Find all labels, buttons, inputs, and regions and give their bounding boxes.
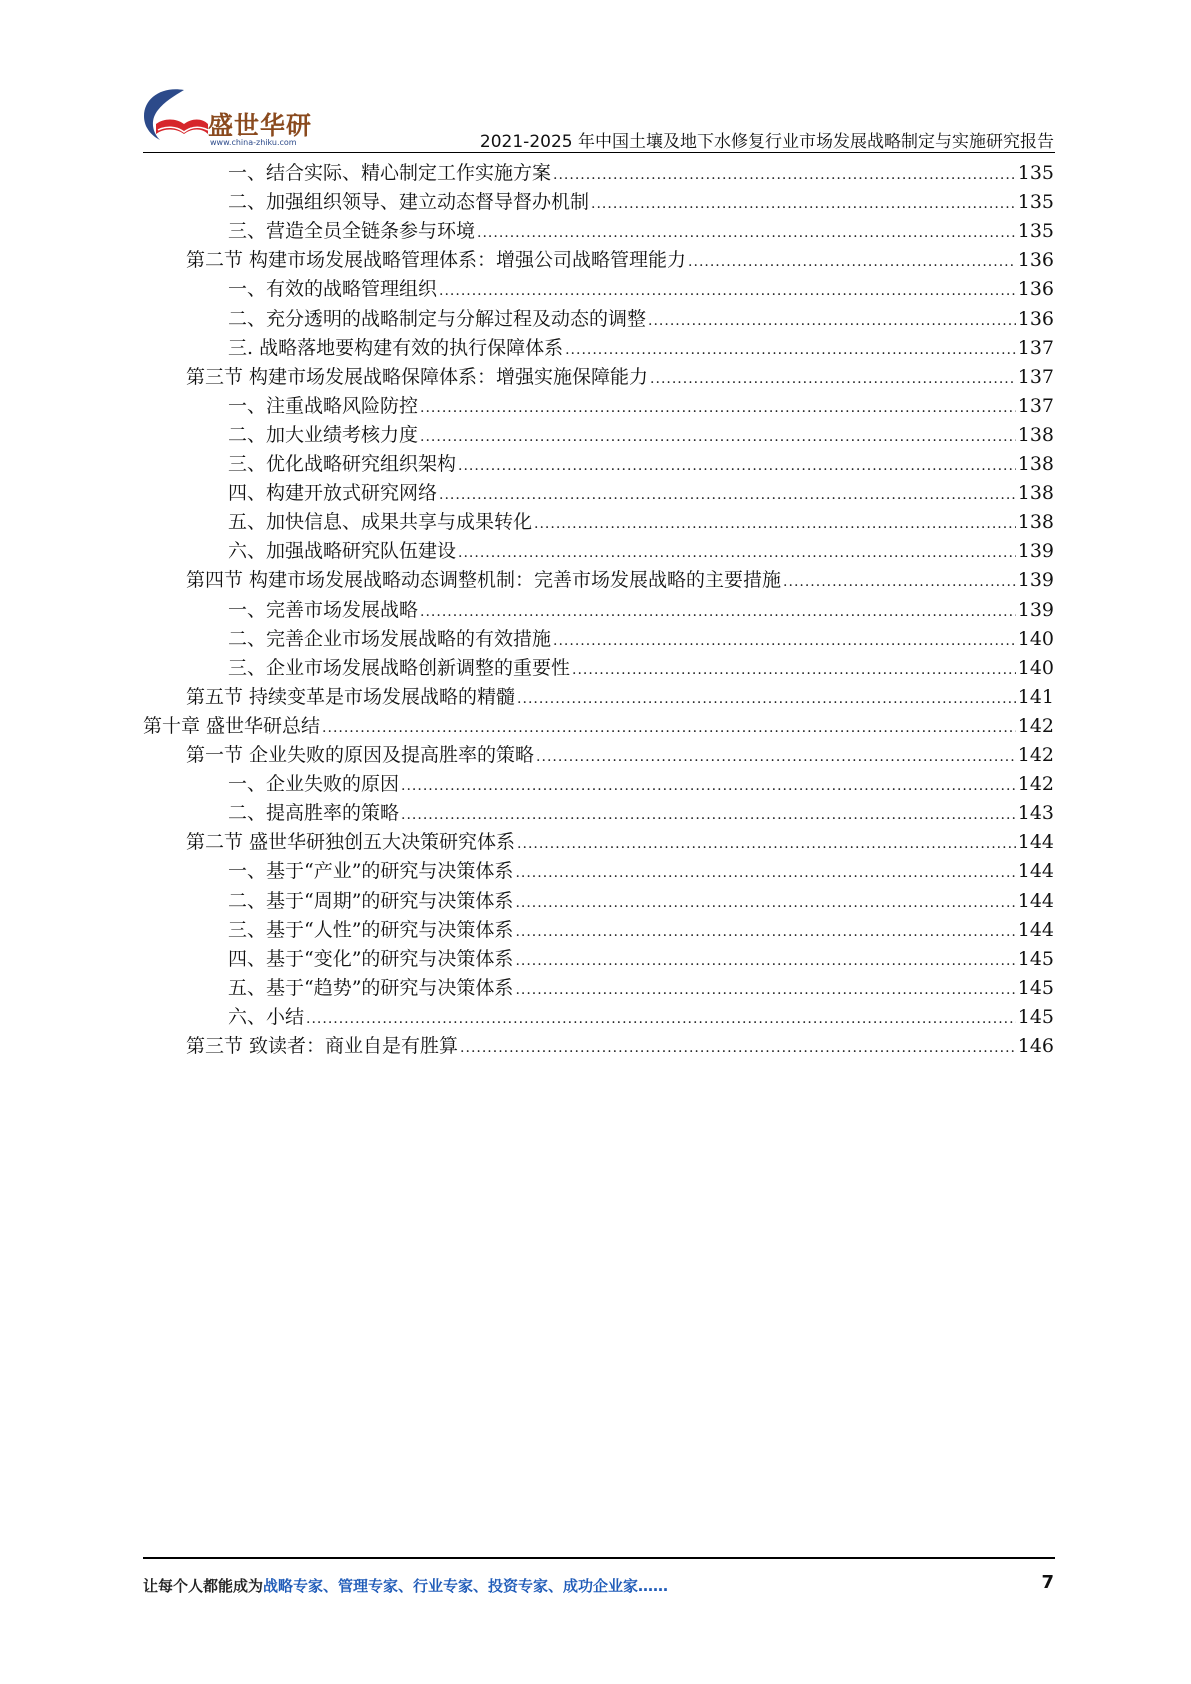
- toc-dot-leader: [591, 191, 1016, 217]
- toc-entry-page: 136: [1017, 307, 1054, 330]
- toc-dot-leader: [439, 278, 1016, 304]
- toc-entry[interactable]: [228, 597, 1054, 623]
- toc-entry-page: 144: [1017, 831, 1054, 854]
- toc-entry[interactable]: [228, 276, 1054, 302]
- toc-dot-leader: [688, 249, 1016, 275]
- toc-entry[interactable]: [228, 771, 1054, 797]
- toc-entry-title: 第一节 企业失败的原因及提高胜率的策略: [186, 744, 535, 766]
- toc-entry-title: 六、小结: [228, 1005, 305, 1028]
- toc-dot-leader: [515, 977, 1015, 1003]
- toc-dot-leader: [565, 337, 1016, 363]
- toc-entry[interactable]: [228, 1004, 1054, 1030]
- toc-entry-title: 一、结合实际、精心制定工作实施方案: [228, 162, 552, 184]
- toc-entry-page: 136: [1017, 249, 1054, 272]
- toc-entry-title: 三、基于“人性”的研究与决策体系: [228, 918, 514, 941]
- toc-entry[interactable]: [186, 1033, 1054, 1059]
- logo-name: 盛世华研: [208, 111, 313, 140]
- toc-dot-leader: [420, 395, 1016, 421]
- toc-entry-title: 二、基于“周期”的研究与决策体系: [228, 889, 514, 912]
- toc-entry[interactable]: [228, 306, 1054, 332]
- toc-entry-page: 137: [1017, 365, 1054, 388]
- logo-emblem-icon: [140, 84, 210, 146]
- toc-dot-leader: [401, 802, 1016, 828]
- toc-dot-leader: [458, 540, 1016, 566]
- toc-entry-title: 三、营造全员全链条参与环境: [228, 220, 476, 243]
- toc-entry-page: 146: [1017, 1035, 1054, 1057]
- toc-entry-page: 145: [1017, 976, 1054, 999]
- toc-dot-leader: [553, 628, 1016, 654]
- toc-dot-leader: [515, 860, 1015, 886]
- toc-dot-leader: [648, 308, 1016, 334]
- toc-entry-page: 137: [1017, 394, 1054, 417]
- toc-dot-leader: [534, 511, 1016, 537]
- toc-dot-leader: [515, 890, 1015, 916]
- toc-entry-page: 135: [1017, 220, 1054, 243]
- toc-entry[interactable]: [228, 655, 1054, 681]
- toc-dot-leader: [401, 773, 1016, 799]
- toc-entry[interactable]: [186, 567, 1054, 593]
- toc-dot-leader: [515, 948, 1015, 974]
- toc-entry-title: 二、充分透明的战略制定与分解过程及动态的调整: [228, 307, 647, 330]
- footer-slogan-prefix: 让每个人都能成为: [143, 1577, 264, 1595]
- toc-dot-leader: [650, 366, 1016, 392]
- toc-entry[interactable]: [228, 800, 1054, 826]
- toc-entry[interactable]: [186, 829, 1054, 855]
- toc-entry[interactable]: [228, 218, 1054, 244]
- toc-entry-title: 一、注重战略风险防控: [228, 394, 419, 417]
- toc-entry[interactable]: [228, 858, 1054, 884]
- toc-dot-leader: [458, 453, 1016, 479]
- toc-entry-title: 第三节 致读者：商业自是有胜算: [186, 1035, 459, 1057]
- toc-entry-page: 137: [1017, 336, 1054, 359]
- toc-dot-leader: [322, 715, 1016, 741]
- toc-entry-page: 145: [1017, 1005, 1054, 1028]
- toc-dot-leader: [477, 220, 1016, 246]
- toc-entry-title: 二、提高胜率的策略: [228, 802, 400, 825]
- toc-dot-leader: [572, 657, 1016, 683]
- toc-entry[interactable]: [228, 422, 1054, 448]
- toc-entry[interactable]: [228, 946, 1054, 972]
- toc-dot-leader: [439, 482, 1016, 508]
- toc-dot-leader: [536, 744, 1016, 770]
- footer-slogan: [143, 1575, 668, 1596]
- toc-entry-page: 142: [1017, 714, 1054, 737]
- toc-entry[interactable]: [228, 335, 1054, 361]
- toc-entry-page: 139: [1017, 569, 1054, 592]
- toc-entry[interactable]: [228, 189, 1054, 215]
- toc-entry-page: 135: [1017, 191, 1054, 214]
- toc-dot-leader: [783, 569, 1016, 595]
- toc-entry[interactable]: [228, 975, 1054, 1001]
- toc-entry-title: 四、构建开放式研究网络: [228, 482, 438, 505]
- toc-entry-page: 138: [1017, 511, 1054, 534]
- footer-slogan-highlight: 战略专家、管理专家、行业专家、投资专家、成功企业家……: [263, 1577, 669, 1595]
- toc-entry[interactable]: [228, 917, 1054, 943]
- toc-entry-page: 139: [1017, 598, 1054, 621]
- toc-entry-title: 第二节 构建市场发展战略管理体系：增强公司战略管理能力: [186, 249, 687, 272]
- toc-entry-page: 144: [1017, 918, 1054, 941]
- toc-entry-title: 五、加快信息、成果共享与成果转化: [228, 511, 533, 534]
- toc-entry[interactable]: [228, 160, 1054, 186]
- toc-entry-title: 一、有效的战略管理组织: [228, 278, 438, 301]
- toc-entry-title: 第四节 构建市场发展战略动态调整机制：完善市场发展战略的主要措施: [186, 569, 782, 592]
- toc-dot-leader: [517, 686, 1016, 712]
- page-header: [0, 0, 1191, 150]
- header-divider: [143, 152, 1055, 153]
- toc-entry[interactable]: [228, 888, 1054, 914]
- toc-entry-title: 一、基于“产业”的研究与决策体系: [228, 860, 514, 883]
- toc-entry-title: 三、企业市场发展战略创新调整的重要性: [228, 656, 571, 679]
- toc-entry-title: 第三节 构建市场发展战略保障体系：增强实施保障能力: [186, 365, 649, 388]
- toc-dot-leader: [517, 831, 1016, 857]
- toc-dot-leader: [553, 162, 1016, 188]
- toc-entry[interactable]: [228, 393, 1054, 419]
- toc-entry-page: 139: [1017, 540, 1054, 563]
- toc-entry[interactable]: [228, 480, 1054, 506]
- toc-entry-title: 五、基于“趋势”的研究与决策体系: [228, 976, 514, 999]
- toc-entry[interactable]: [228, 626, 1054, 652]
- toc-dot-leader: [420, 599, 1016, 625]
- toc-entry-page: 136: [1017, 278, 1054, 301]
- toc-entry-page: 144: [1017, 860, 1054, 883]
- toc-entry-page: 141: [1017, 685, 1054, 708]
- toc-entry-title: 四、基于“变化”的研究与决策体系: [228, 947, 514, 970]
- toc-entry-title: 三. 战略落地要构建有效的执行保障体系: [228, 336, 564, 359]
- logo-url: www.china-zhiku.com: [210, 138, 297, 147]
- toc-entry-page: 142: [1017, 773, 1054, 796]
- toc-entry-page: 135: [1017, 162, 1054, 184]
- toc-entry[interactable]: [186, 684, 1054, 710]
- toc-entry-page: 144: [1017, 889, 1054, 912]
- toc-entry-title: 第十章 盛世华研总结: [143, 714, 321, 737]
- toc-entry[interactable]: [228, 451, 1054, 477]
- page-number: 7: [1041, 1572, 1054, 1593]
- toc-dot-leader: [420, 424, 1016, 450]
- toc-entry-title: 第二节 盛世华研独创五大决策研究体系: [186, 831, 516, 854]
- toc-entry-page: 138: [1017, 423, 1054, 446]
- toc-entry-title: 第五节 持续变革是市场发展战略的精髓: [186, 685, 516, 708]
- toc-entry[interactable]: [228, 538, 1054, 564]
- toc-entry-title: 一、企业失败的原因: [228, 773, 400, 796]
- toc-entry[interactable]: [143, 713, 1054, 739]
- report-title: 2021-2025 年中国土壤及地下水修复行业市场发展战略制定与实施研究报告: [479, 132, 1054, 152]
- toc-entry-page: 140: [1017, 656, 1054, 679]
- toc-entry-page: 138: [1017, 453, 1054, 475]
- toc-entry-title: 三、优化战略研究组织架构: [228, 453, 457, 475]
- toc-entry-page: 142: [1017, 744, 1054, 766]
- toc-dot-leader: [515, 919, 1015, 945]
- toc-entry-page: 140: [1017, 627, 1054, 650]
- toc-dot-leader: [460, 1035, 1016, 1061]
- toc-entry[interactable]: [186, 364, 1054, 390]
- footer-divider: [143, 1557, 1055, 1559]
- toc-entry[interactable]: [186, 247, 1054, 273]
- toc-entry-title: 二、完善企业市场发展战略的有效措施: [228, 627, 552, 650]
- toc-entry-page: 138: [1017, 482, 1054, 505]
- toc-entry[interactable]: [228, 509, 1054, 535]
- toc-entry[interactable]: [186, 742, 1054, 768]
- toc-entry-page: 145: [1017, 947, 1054, 970]
- toc-entry-title: 一、完善市场发展战略: [228, 598, 419, 621]
- company-logo: [140, 84, 315, 150]
- toc-entry-title: 二、加强组织领导、建立动态督导督办机制: [228, 191, 590, 214]
- toc-entry-page: 143: [1017, 802, 1054, 825]
- toc-entry-title: 六、加强战略研究队伍建设: [228, 540, 457, 563]
- toc-dot-leader: [306, 1006, 1016, 1032]
- toc-entry-title: 二、加大业绩考核力度: [228, 423, 419, 446]
